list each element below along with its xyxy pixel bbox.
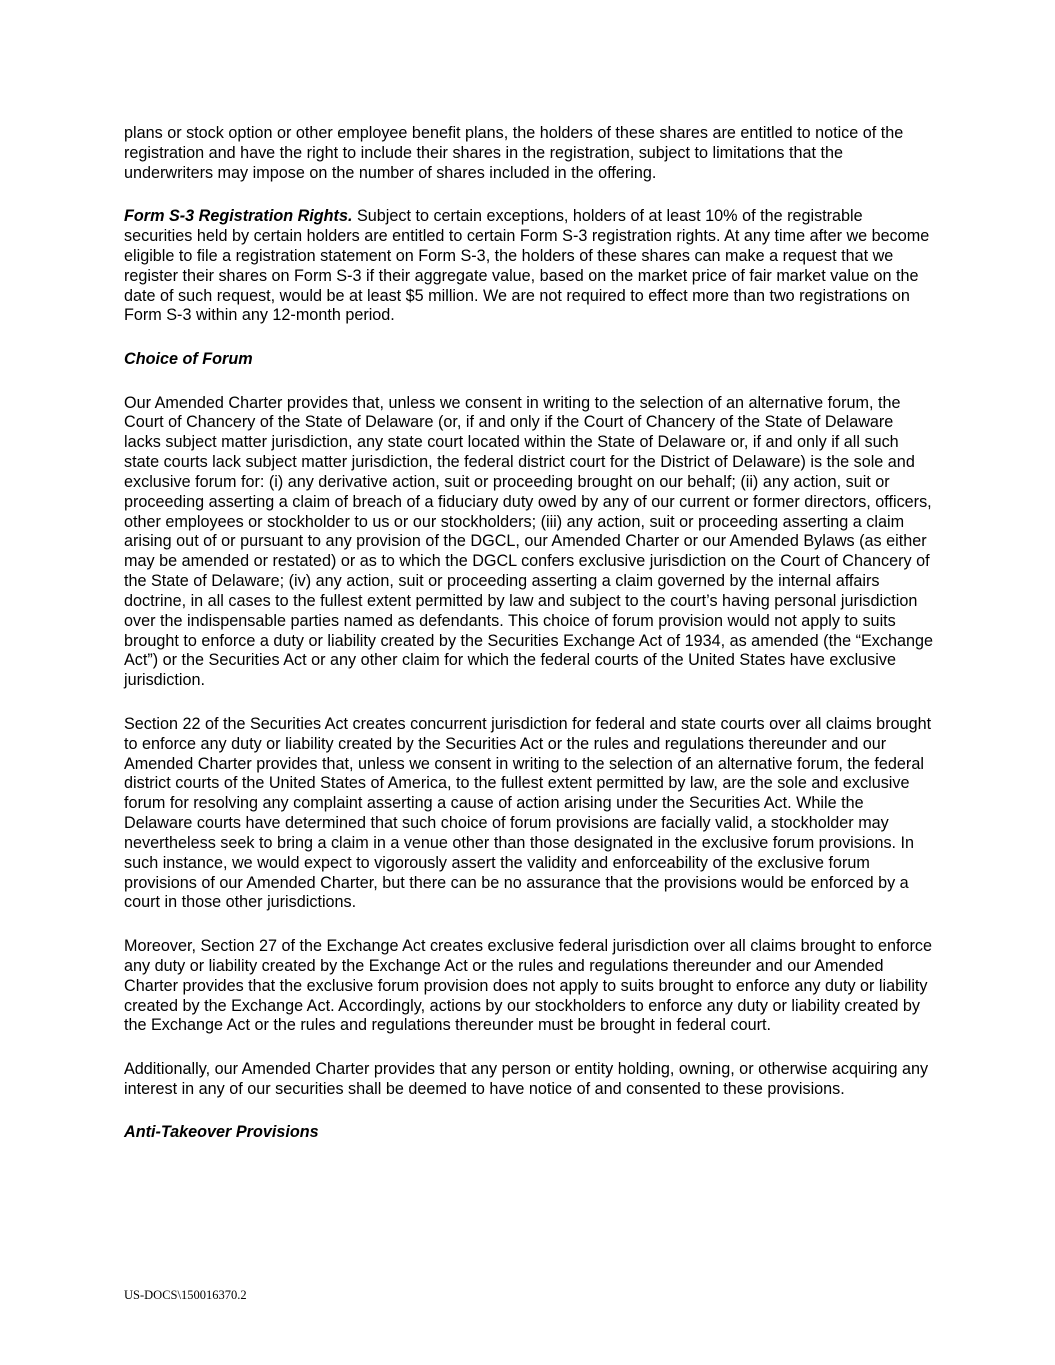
run-in-heading-form-s3: Form S-3 Registration Rights. — [124, 207, 353, 226]
paragraph-amended-charter-forum: Our Amended Charter provides that, unless we consent in writing to the selection of an alternative forum, the Court of Chancery of the State of Delaware (or, if and only if the Court of Chancery of the State of Delaware lacks subject matter jurisdiction, any state court located within the State of Delaware or, if and only if all such state courts lack subject matter jurisdiction, the federal district court for the District of Delaware) is the sole and exclusive forum for: (i) any derivative action, suit or proceeding brought on our behalf; (ii) any action, suit or proceeding asserting a claim of breach of a fiduciary duty owed by any of our current or former directors, officers, other employees or stockholder to us or our stockholders; (iii) any action, suit or proceeding asserting a claim arising out of or pursuant to any provision of the DGCL, our Amended Charter or our Amended Bylaws (as either may be amended or restated) or as to which the DGCL confers exclusive jurisdiction on the Court of Chancery of the State of Delaware; (iv) any action, suit or proceeding asserting a claim governed by the internal affairs doctrine, in all cases to the fullest extent permitted by law and subject to the court’s having personal jurisdiction over the indispensable parties named as defendants. This choice of forum provision would not apply to suits brought to enforce a duty or liability created by the Securities Exchange Act of 1934, as amended (the “Exchange Act”) or the Securities Act or any other claim for which the federal courts of the United States have exclusive jurisdiction. — [124, 393, 933, 690]
paragraph-form-s3-registration-rights — [124, 207, 934, 326]
document-page — [124, 124, 934, 1143]
section-heading-choice-of-forum: Choice of Forum — [124, 349, 253, 368]
section-heading-anti-takeover-provisions: Anti-Takeover Provisions — [124, 1123, 319, 1142]
paragraph-section-22-securities-act: Section 22 of the Securities Act creates concurrent jurisdiction for federal and state courts over all claims brought to enforce any duty or liability created by the Securities Act or the rules and regulations thereunder and our Amended Charter provides that, unless we consent in writing to the selection of an alternative forum, the federal district courts of the United States of America, to the fullest extent permitted by law, are the sole and exclusive forum for resolving any complaint asserting a cause of action arising under the Securities Act. While the Delaware courts have determined that such choice of forum provisions are facially valid, a stockholder may nevertheless seek to bring a claim in a venue other than those designated in the exclusive forum provisions. In such instance, we would expect to vigorously assert the validity and enforceability of the exclusive forum provisions of our Amended Charter, but there can be no assurance that the provisions would be enforced by a court in those other jurisdictions. — [124, 714, 932, 912]
footer-document-id: US-DOCS\150016370.2 — [124, 1288, 247, 1302]
paragraph-form-s3-body: Subject to certain exceptions, holders of at least 10% of the registrable securities held by certain holders are entitled to certain Form S-3 registration rights. At any time after we become eligible to file a registration statement on Form S-3, the holders of these shares can make a request that we register their shares on Form S-3 if their aggregate value, based on the market price of fair market value on the date of such request, would be at least $5 million. We are not required to effect more than two registrations on Form S-3 within any 12-month period. — [124, 207, 930, 325]
paragraph-deemed-notice: Additionally, our Amended Charter provides that any person or entity holding, owning, or otherwise acquiring any interest in any of our securities shall be deemed to have notice of and consented to these provisions. — [124, 1059, 929, 1098]
paragraph-registration-rights-continued: plans or stock option or other employee benefit plans, the holders of these shares are entitled to notice of the registration and have the right to include their shares in the registration, subject to limitations that the underwriters may impose on the number of shares included in the offering. — [124, 124, 904, 182]
paragraph-section-27-exchange-act: Moreover, Section 27 of the Exchange Act creates exclusive federal jurisdiction over all claims brought to enforce any duty or liability created by the Exchange Act or the rules and regulations thereunder and our Amended Charter provides that the exclusive forum provision does not apply to suits brought to enforce any duty or liability created by the Exchange Act. Accordingly, actions by our stockholders to enforce any duty or liability created by the Exchange Act or the rules and regulations thereunder must be brought in federal court. — [124, 936, 932, 1035]
